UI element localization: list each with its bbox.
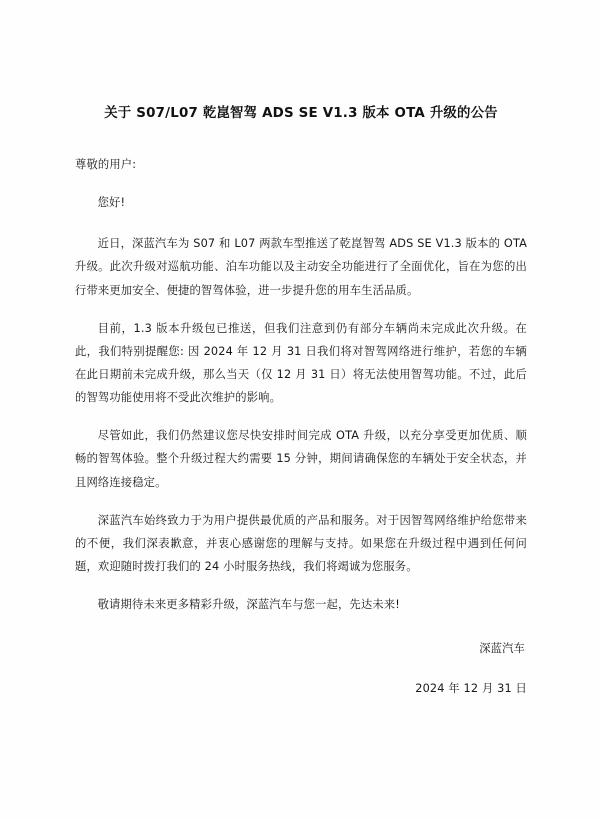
body-paragraph-1: 近日，深蓝汽车为 S07 和 L07 两款车型推送了乾崑智驾 ADS SE V1.3 版本的 OTA 升级。此次升级对巡航功能、泊车功能以及主动安全功能进行了全面优化，旨在为您的出行带来更加安全、便捷的智驾体验，进一步提升您的用车生活品质。 <box>75 237 527 297</box>
signature-date: 2024 年 12 月 31 日 <box>415 682 527 696</box>
document-body <box>75 104 527 699</box>
body-paragraph-5: 敬请期待未来更多精彩升级，深蓝汽车与您一起，先达未来! <box>97 598 400 612</box>
body-paragraph-4: 深蓝汽车始终致力于为用户提供最优质的产品和服务。对于因智驾网络维护给您带来的不便，我们深表歉意，并衷心感谢您的理解与支持。如果您在升级过程中遇到任何问题，欢迎随时拨打我们的 24 小时服务热线，我们将竭诚为您服务。 <box>75 513 527 574</box>
body-paragraph-3: 尽管如此，我们仍然建议您尽快安排时间完成 OTA 升级，以充分享受更加优质、顺畅的智驾体验。整个升级过程大约需要 15 分钟，期间请确保您的车辆处于安全状态，并且网络连接稳定。 <box>75 429 527 489</box>
signature-company: 深蓝汽车 <box>479 642 525 656</box>
greeting-line: 您好! <box>97 196 126 210</box>
salutation-line: 尊敬的用户: <box>75 158 137 172</box>
page-title: 关于 S07/L07 乾崑智驾 ADS SE V1.3 版本 OTA 升级的公告 <box>104 106 498 121</box>
body-paragraph-2: 目前，1.3 版本升级包已推送，但我们注意到仍有部分车辆尚未完成此次升级。在此，我们特别提醒您: 因 2024 年 12 月 31 日我们将对智驾网络进行维护，若您的车辆在此日期前未完成升级，那么当天（仅 12 月 31 日）将无法使用智驾功能。不过，此后的智驾功能使用将不受此次维护的影响。 <box>75 321 527 405</box>
signature-block <box>75 640 527 698</box>
